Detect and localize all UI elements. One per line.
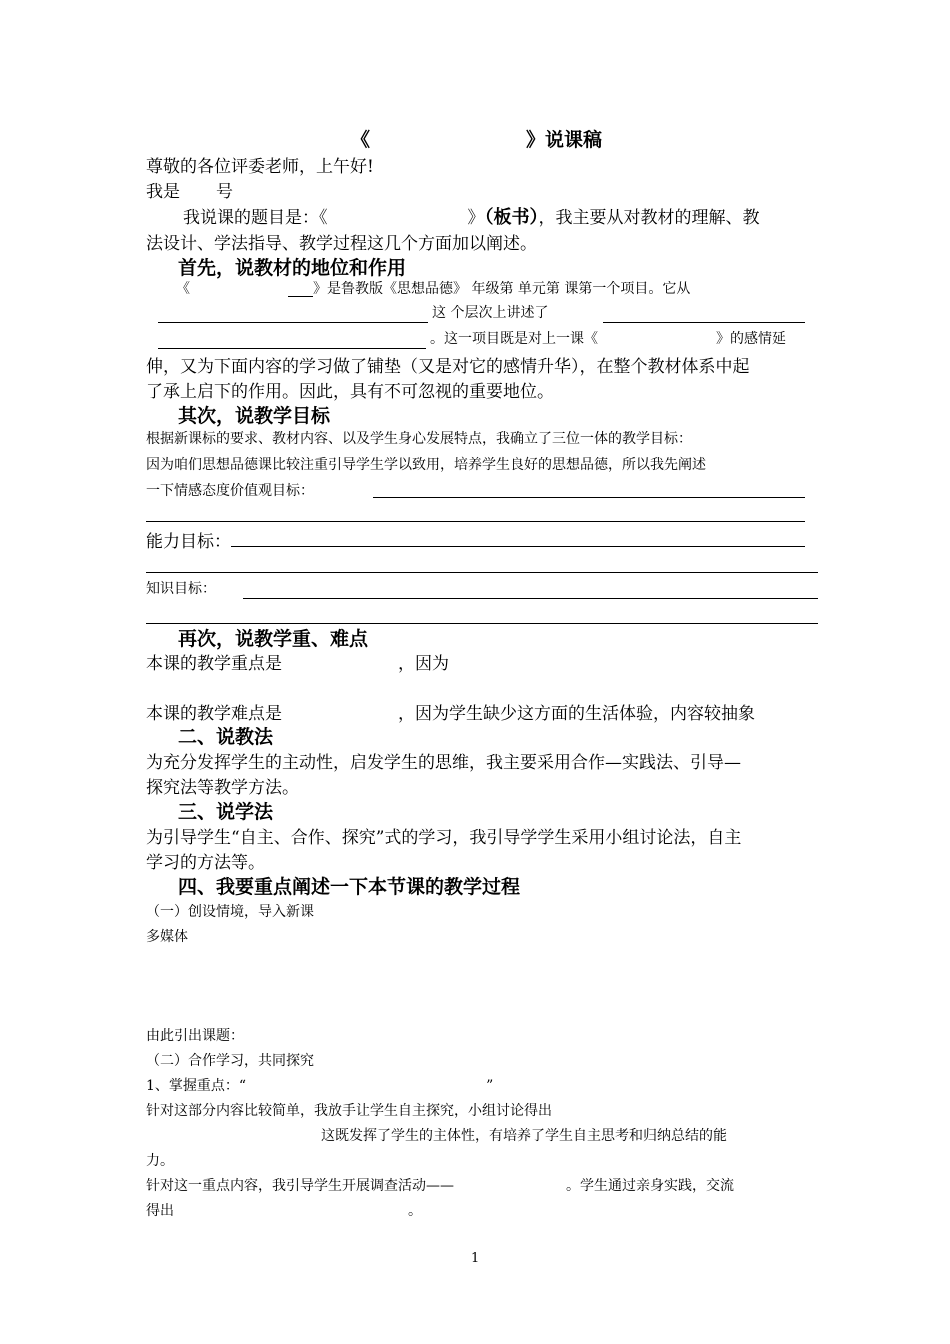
process-multimedia: 多媒体 xyxy=(146,929,188,945)
topic-prefix: 我说课的题目是：《 xyxy=(183,208,328,228)
difficulty-line xyxy=(146,699,755,724)
goals-line-2: 因为咱们思想品德课比较注重引导学生学以致用，培养学生良好的思想品德，所以我先阐述 xyxy=(146,457,706,473)
fill-line xyxy=(373,497,805,498)
fill-line xyxy=(146,572,818,573)
process-step-2: （二）合作学习，共同探究 xyxy=(146,1053,314,1069)
fill-line xyxy=(603,322,805,323)
topic-close: 》 xyxy=(467,208,485,228)
teaching-method-line-2: 探究法等教学方法。 xyxy=(146,778,299,798)
title-open: 《 xyxy=(351,129,371,151)
self-intro xyxy=(146,177,233,202)
page-number: 1 xyxy=(471,1251,480,1266)
process-line-6: 针对这部分内容比较简单，我放手让学生自主探究，小组讨论得出 xyxy=(146,1103,552,1119)
topic-line-2: 法设计、学法指导、教学过程这几个方面加以阐述。 xyxy=(146,234,537,254)
intro-me: 我是 xyxy=(146,182,180,202)
section-heading-goals: 其次，说教学目标 xyxy=(178,405,331,427)
material-line-2: 这 个层次上讲述了 xyxy=(432,305,549,321)
process-line-7: 这既发挥了学生的主体性，有培养了学生自主思考和归纳总结的能 xyxy=(321,1128,727,1144)
knowledge-goal-label: 知识目标： xyxy=(146,581,216,597)
goals-line-3: 一下情感态度价值观目标： xyxy=(146,483,314,499)
conclusion-prefix: 得出 xyxy=(146,1203,174,1219)
fill-line xyxy=(288,296,313,297)
conclusion-suffix: 。 xyxy=(408,1203,422,1219)
title-close: 》说课稿 xyxy=(526,129,603,151)
document-title xyxy=(351,125,602,152)
section-heading-material: 首先，说教材的地位和作用 xyxy=(178,257,407,279)
intro-number: 号 xyxy=(216,182,233,202)
material-line-3a: 。这一项目既是对上一课《 xyxy=(430,331,598,347)
learning-method-line-2: 学习的方法等。 xyxy=(146,853,265,873)
fill-line xyxy=(146,521,805,522)
focus-prefix: 本课的教学重点是 xyxy=(146,654,282,674)
goals-line-1: 根据新课标的要求、教材内容、以及学生身心发展特点，我确立了三位一体的教学目标： xyxy=(146,431,692,447)
section-heading-learning-method: 三、说学法 xyxy=(178,801,274,823)
topic-line-1 xyxy=(183,203,760,229)
difficulty-suffix: ，因为学生缺少这方面的生活体验，内容较抽象 xyxy=(398,704,755,724)
fill-line xyxy=(158,348,426,349)
difficulty-prefix: 本课的教学难点是 xyxy=(146,704,282,724)
survey-prefix: 针对这一重点内容，我引导学生开展调查活动—— xyxy=(146,1178,454,1194)
focus-line xyxy=(146,649,449,674)
focus-item-close: ” xyxy=(486,1078,494,1094)
section-heading-teaching-method: 二、说教法 xyxy=(178,726,274,748)
process-line-10 xyxy=(146,1200,422,1220)
focus-suffix: ，因为 xyxy=(398,654,449,674)
material-line-1b: 》是鲁教版《思想品德》 年级第 单元第 课第一个项目。它从 xyxy=(313,281,691,297)
process-step-1: （一）创设情境，导入新课 xyxy=(146,904,314,920)
process-focus-item xyxy=(146,1075,493,1095)
topic-suffix: ，我主要从对教材的理解、教 xyxy=(538,208,760,228)
fill-line xyxy=(231,546,805,547)
material-line-4: 伸，又为下面内容的学习做了铺垫（又是对它的感情升华），在整个教材体系中起 xyxy=(146,357,750,377)
material-line-3b: 》的感情延 xyxy=(716,331,786,347)
teaching-method-line-1: 为充分发挥学生的主动性，启发学生的思维，我主要采用合作—实践法、引导— xyxy=(146,753,741,773)
process-line-8: 力。 xyxy=(146,1153,174,1169)
ability-goal-label: 能力目标： xyxy=(146,532,231,552)
process-line-9 xyxy=(146,1175,734,1195)
section-heading-process: 四、我要重点阐述一下本节课的教学过程 xyxy=(178,876,521,898)
survey-suffix: 。学生通过亲身实践，交流 xyxy=(566,1178,734,1194)
material-line-1a: 《 xyxy=(176,281,190,297)
process-intro-topic: 由此引出课题： xyxy=(146,1028,244,1044)
fill-line xyxy=(158,322,428,323)
learning-method-line-1: 为引导学生“自主、合作、探究”式的学习，我引导学学生采用小组讨论法，自主 xyxy=(146,828,742,848)
board-note: （板书） xyxy=(484,207,539,228)
focus-item-prefix: 1、掌握重点：“ xyxy=(146,1078,247,1094)
section-heading-keypoints: 再次，说教学重、难点 xyxy=(178,628,369,650)
material-line-5: 了承上启下的作用。因此，具有不可忽视的重要地位。 xyxy=(146,382,554,402)
greeting: 尊敬的各位评委老师，上午好! xyxy=(146,157,374,177)
fill-line xyxy=(243,598,818,599)
